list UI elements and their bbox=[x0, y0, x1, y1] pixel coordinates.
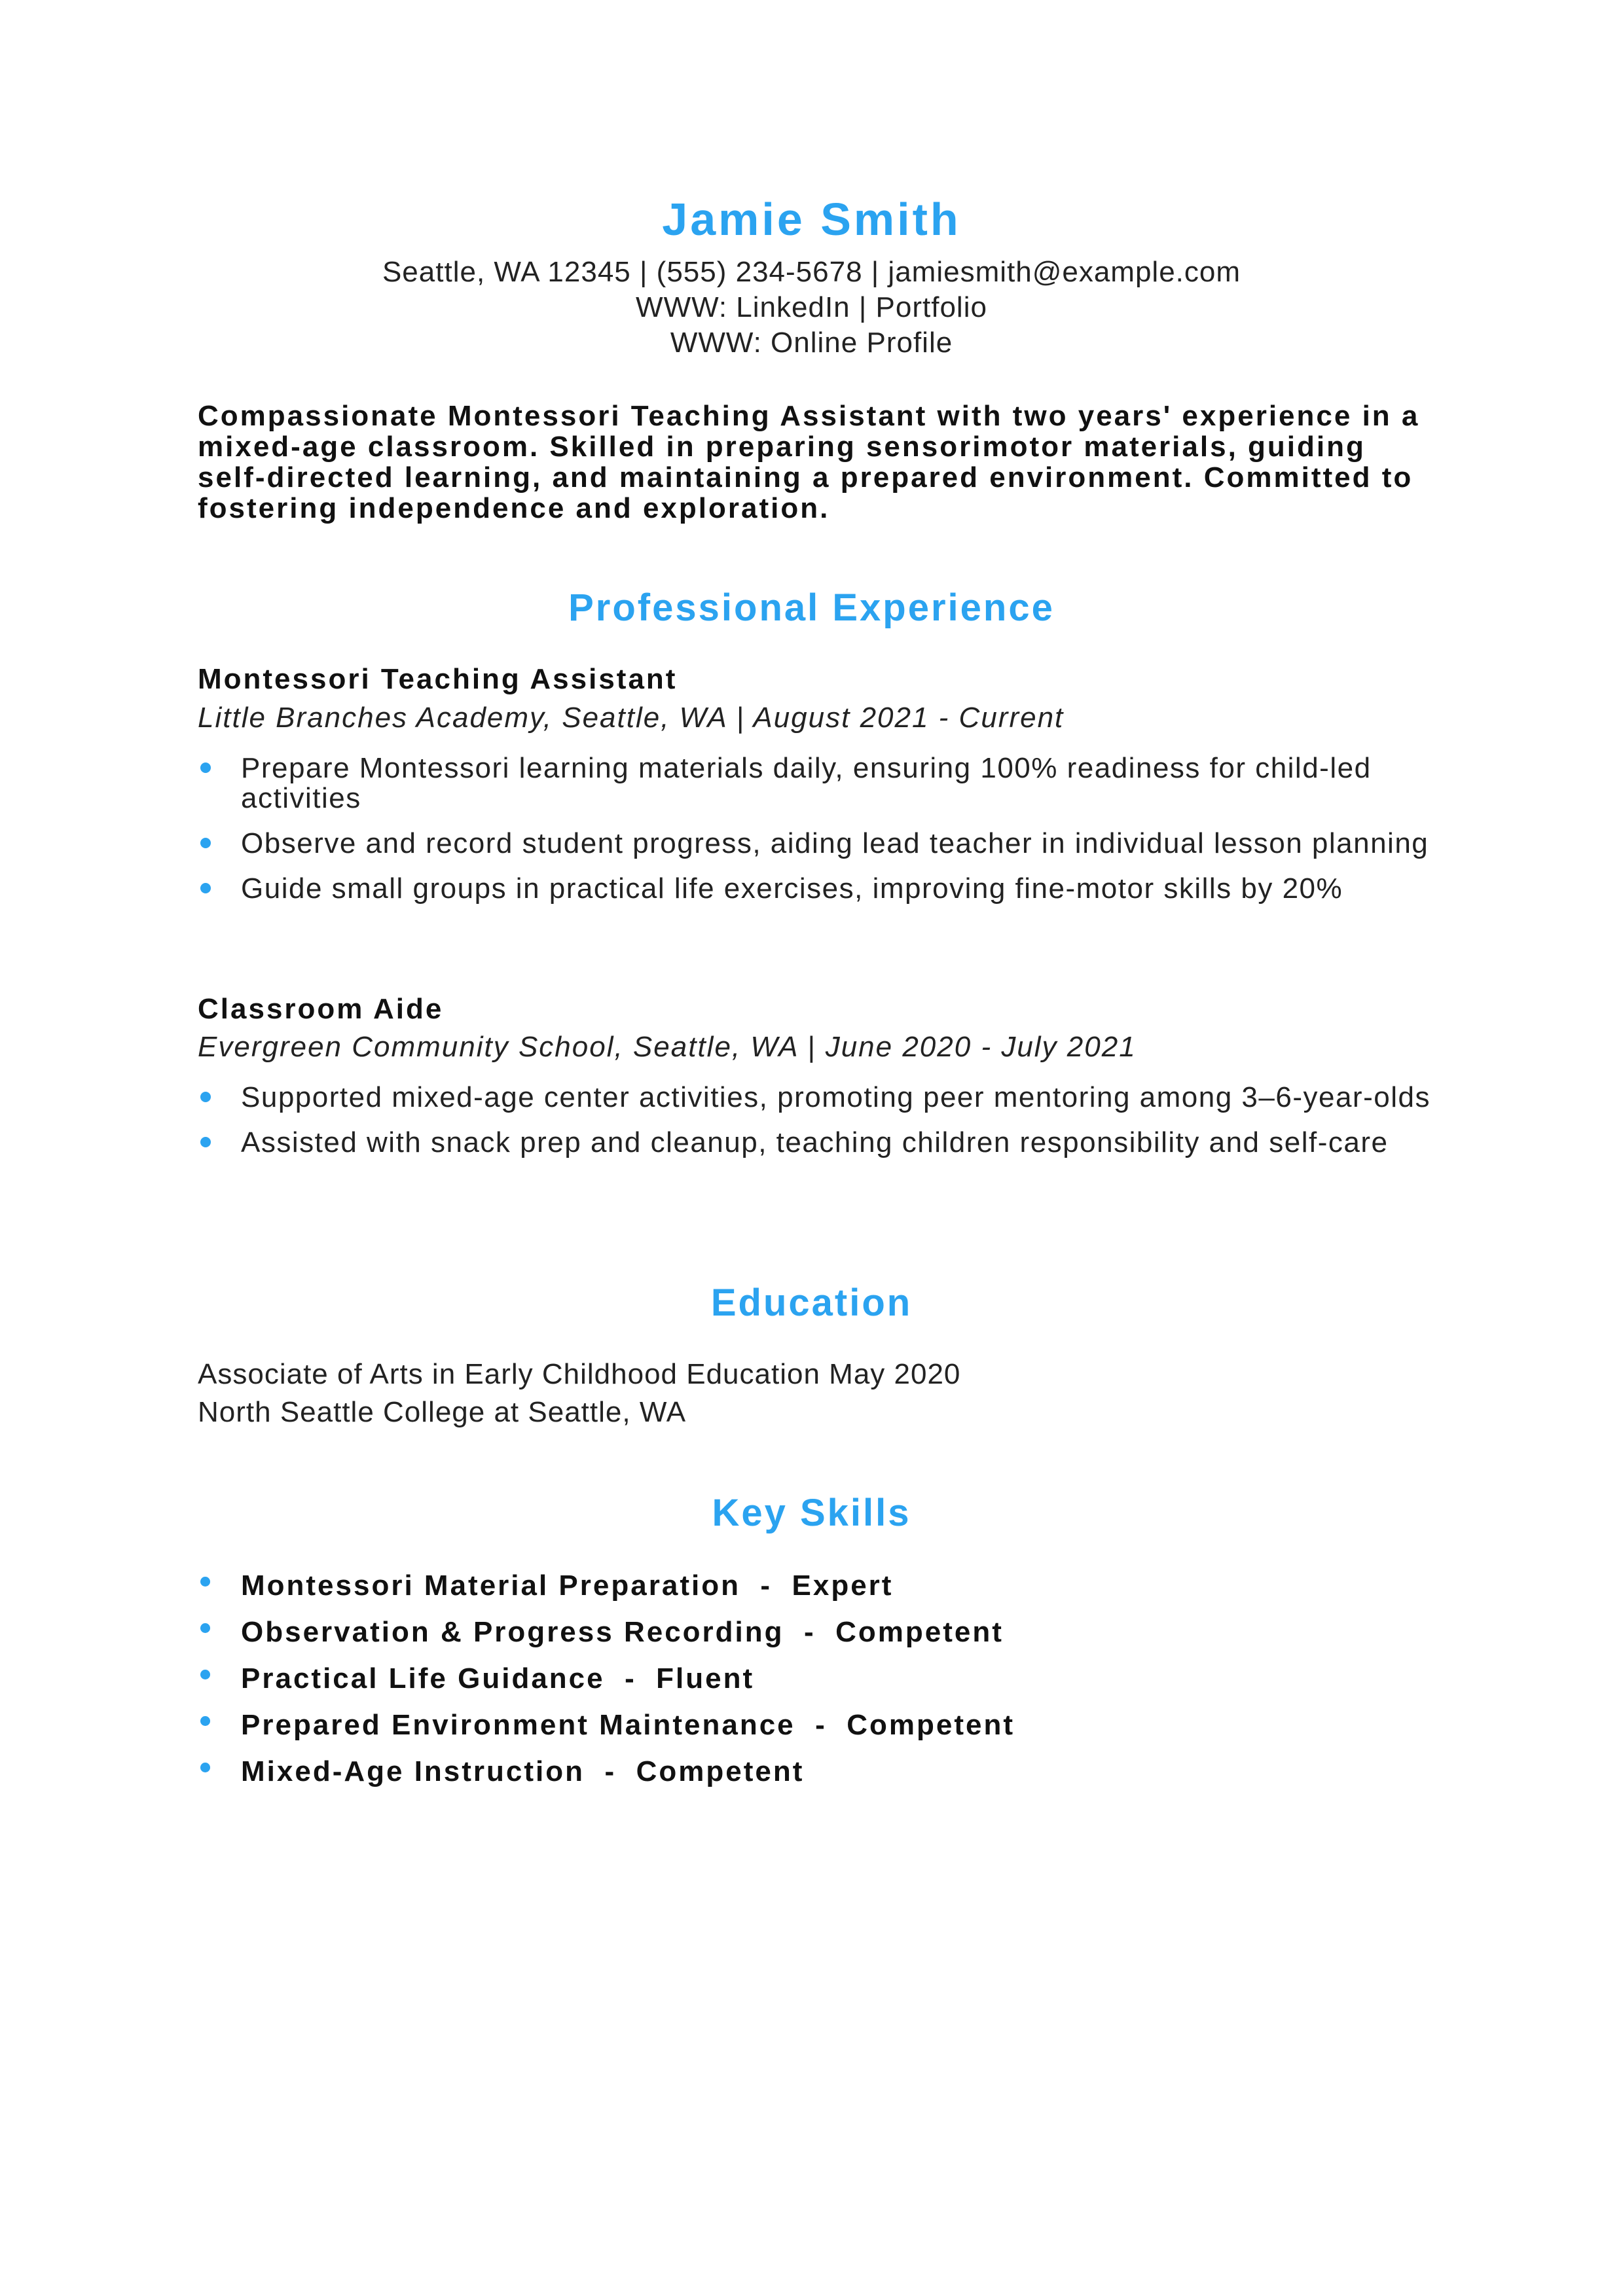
contact-line-links: WWW: LinkedIn | Portfolio bbox=[636, 291, 987, 323]
bullet-dot-icon bbox=[200, 1670, 210, 1679]
candidate-name: Jamie Smith bbox=[662, 194, 961, 245]
list-item bbox=[198, 874, 1442, 904]
job-meta: Little Branches Academy, Seattle, WA | August 2021 - Current bbox=[198, 702, 1065, 734]
bullet-dot-icon bbox=[200, 1623, 210, 1633]
skill-text: Practical Life Guidance - Fluent bbox=[241, 1662, 755, 1695]
job-meta: Evergreen Community School, Seattle, WA | June 2020 - July 2021 bbox=[198, 1031, 1137, 1063]
list-item bbox=[198, 753, 1442, 814]
bullet-text: Assisted with snack prep and cleanup, teaching children responsibility and self-care bbox=[241, 1126, 1389, 1158]
bullet-dot-icon bbox=[200, 883, 211, 893]
list-item bbox=[198, 1562, 1442, 1609]
list-item bbox=[198, 829, 1442, 859]
bullet-dot-icon bbox=[200, 1577, 210, 1587]
section-title-experience: Professional Experience bbox=[568, 586, 1055, 629]
bullet-dot-icon bbox=[200, 1763, 210, 1772]
bullet-text: Guide small groups in practical life exercises, improving fine-motor skills by 20% bbox=[241, 872, 1343, 905]
bullet-dot-icon bbox=[200, 1092, 211, 1102]
contact-line-online-profile: WWW: Online Profile bbox=[670, 327, 953, 359]
education-school: North Seattle College at Seattle, WA bbox=[198, 1396, 687, 1428]
bullet-text: Prepare Montessori learning materials daily, ensuring 100% readiness for child-led activities bbox=[241, 752, 1372, 814]
skill-text: Montessori Material Preparation - Expert bbox=[241, 1570, 894, 1602]
job-bullets bbox=[198, 1083, 1442, 1173]
section-title-education: Education bbox=[710, 1282, 913, 1324]
bullet-dot-icon bbox=[200, 762, 211, 773]
section-title-skills: Key Skills bbox=[712, 1492, 911, 1534]
list-item bbox=[198, 1655, 1442, 1702]
skill-text: Prepared Environment Maintenance - Competent bbox=[241, 1709, 1015, 1741]
contact-line-address-phone-email: Seattle, WA 12345 | (555) 234-5678 | jamiesmith@example.com bbox=[382, 256, 1241, 288]
bullet-dot-icon bbox=[200, 1716, 210, 1726]
professional-summary: Compassionate Montessori Teaching Assistant with two years' experience in a mixed-age classroom. Skilled in preparing sensorimotor materials, guiding self-directed learning, and maintaining a prepared environment. Committed to fostering independence and exploration. bbox=[198, 400, 1420, 524]
skills-list bbox=[198, 1562, 1442, 1795]
bullet-dot-icon bbox=[200, 1137, 211, 1147]
skill-text: Observation & Progress Recording - Competent bbox=[241, 1616, 1004, 1648]
bullet-text: Supported mixed-age center activities, promoting peer mentoring among 3–6-year-olds bbox=[241, 1081, 1431, 1113]
list-item bbox=[198, 1083, 1442, 1113]
list-item bbox=[198, 1748, 1442, 1795]
education-degree: Associate of Arts in Early Childhood Education May 2020 bbox=[198, 1358, 961, 1390]
bullet-text: Observe and record student progress, aiding lead teacher in individual lesson planning bbox=[241, 827, 1429, 859]
bullet-dot-icon bbox=[200, 838, 211, 848]
skill-text: Mixed-Age Instruction - Competent bbox=[241, 1755, 805, 1787]
list-item bbox=[198, 1128, 1442, 1158]
list-item bbox=[198, 1702, 1442, 1748]
job-bullets bbox=[198, 753, 1442, 919]
job-title: Classroom Aide bbox=[198, 993, 444, 1025]
job-title: Montessori Teaching Assistant bbox=[198, 663, 678, 695]
list-item bbox=[198, 1609, 1442, 1655]
